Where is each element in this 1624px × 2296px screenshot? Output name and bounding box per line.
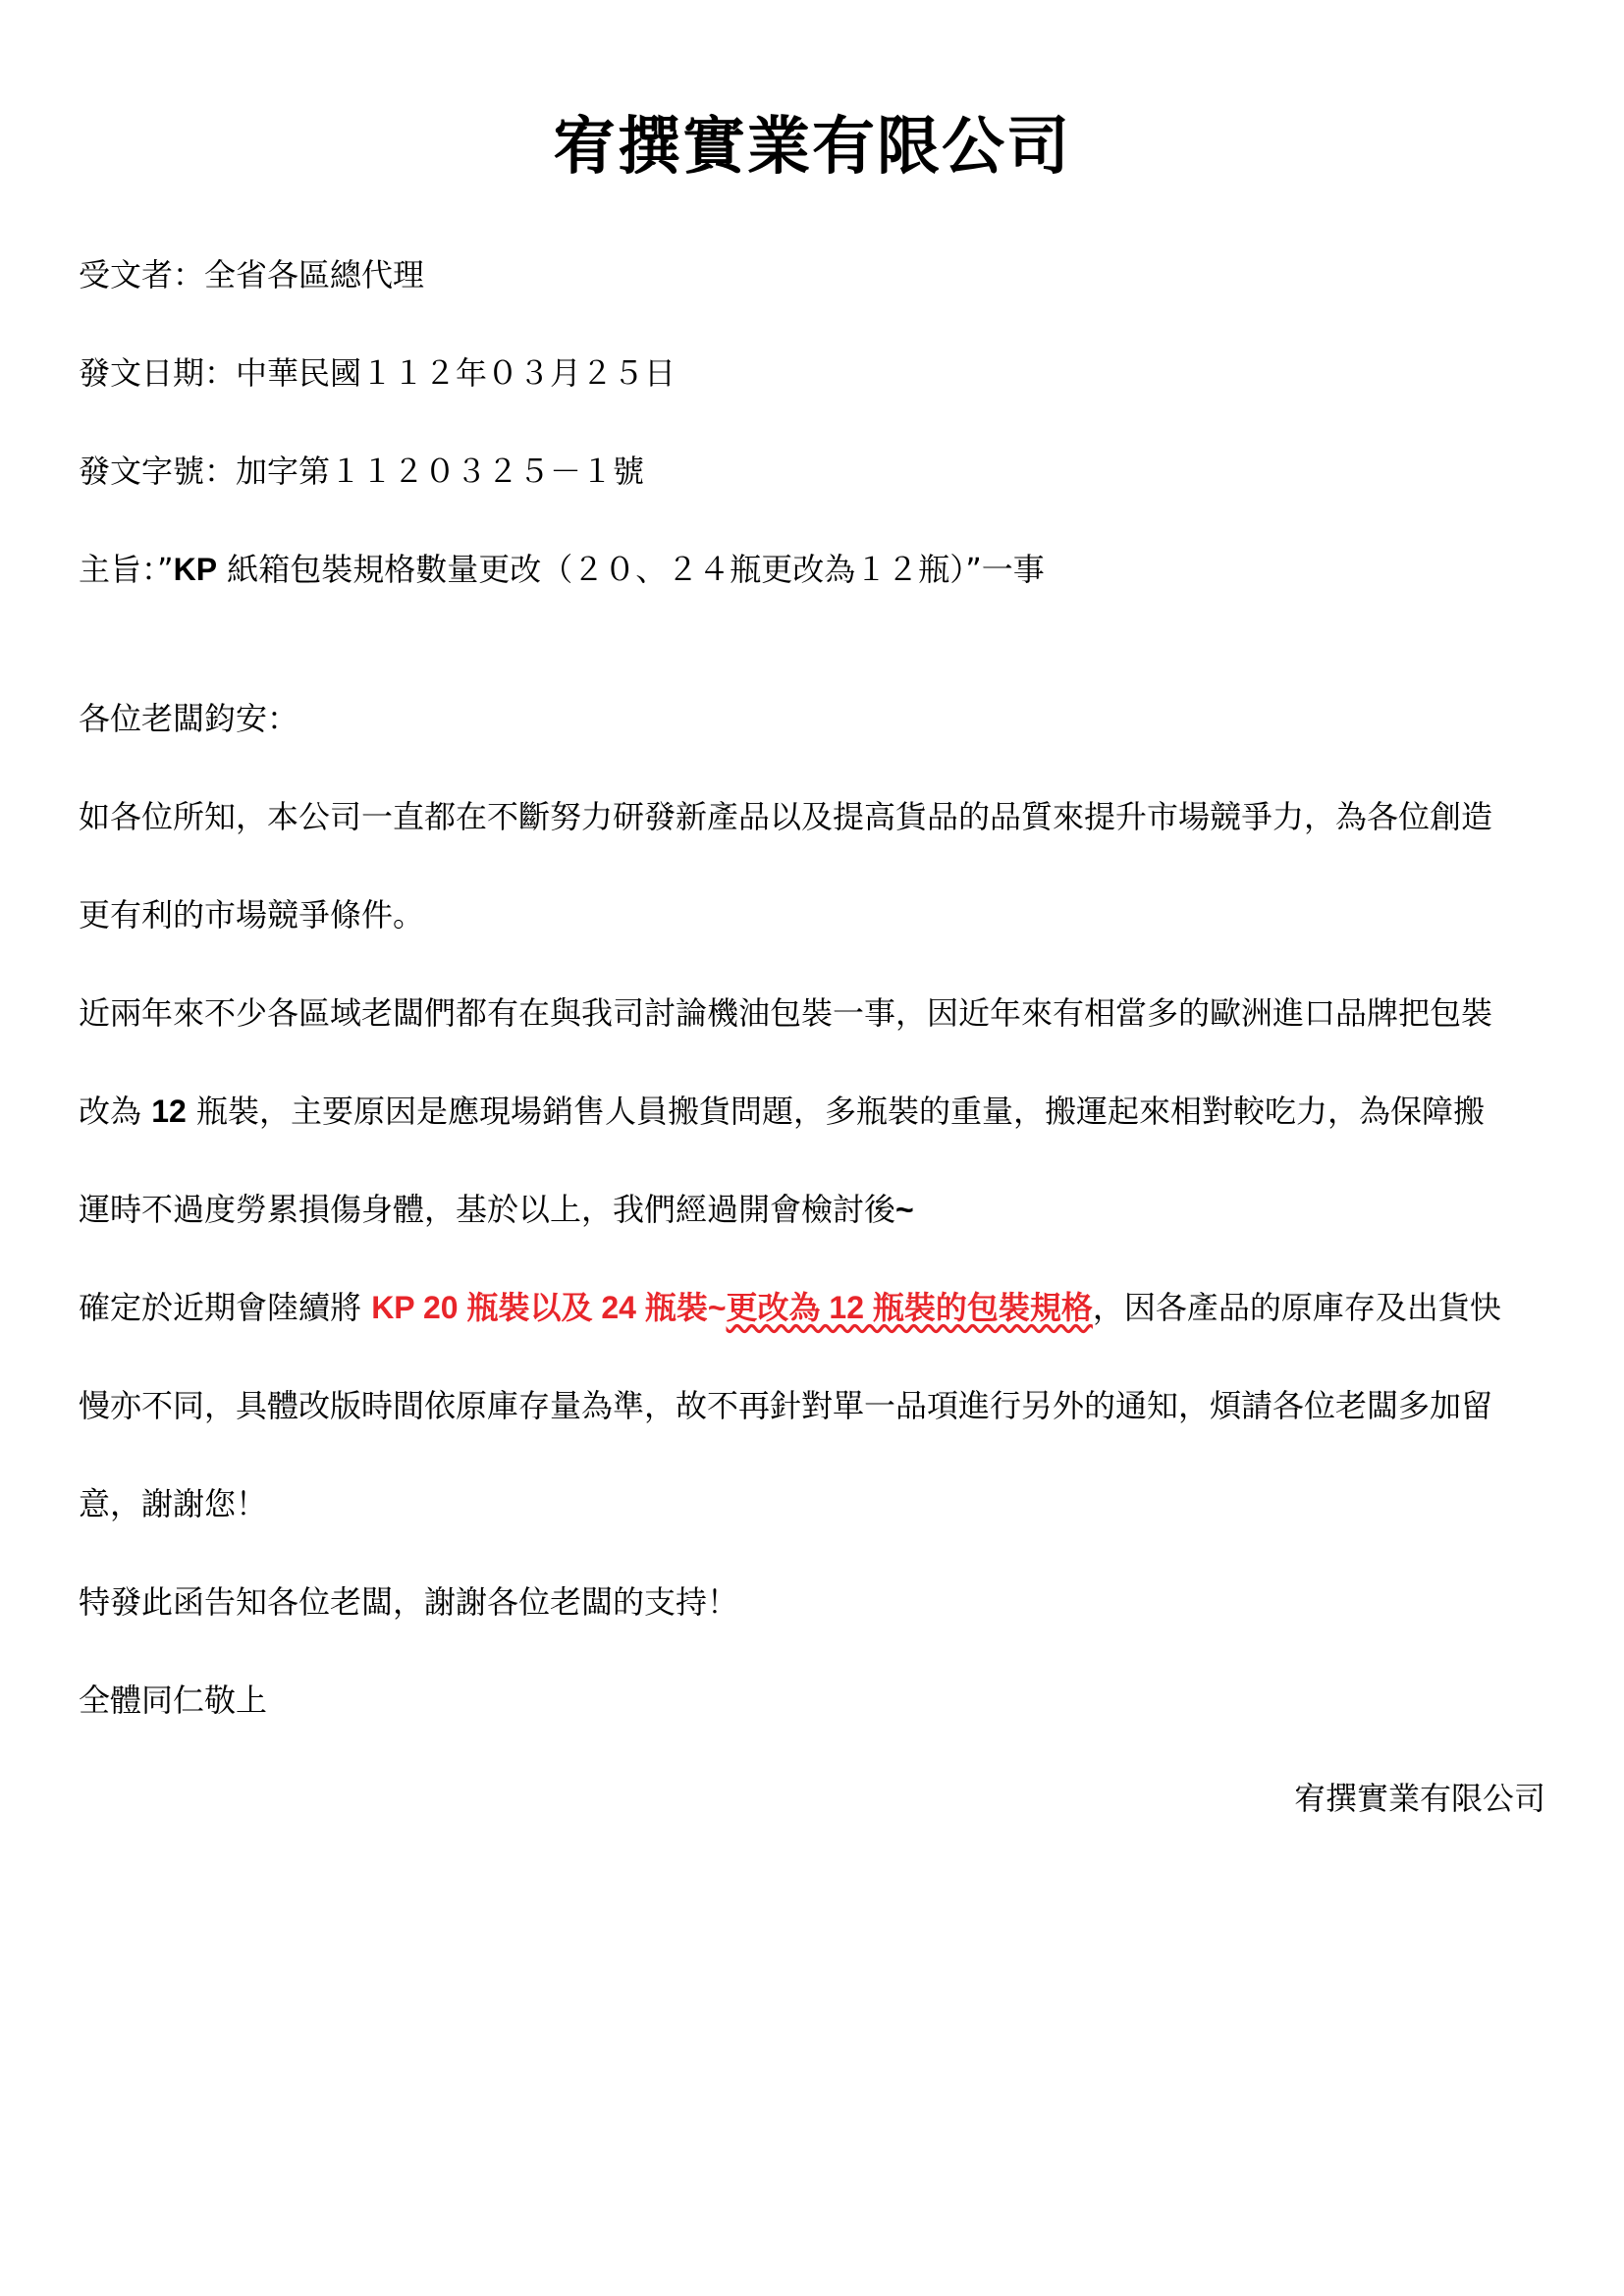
para3-line1 xyxy=(79,1286,1501,1329)
doc-number-line: 發文字號：加字第１１２０３２５－１號 xyxy=(79,453,645,490)
para2-line1: 近兩年來不少各區域老闆們都有在與我司討論機油包裝一事，因近年來有相當多的歐洲進口品牌把包裝 xyxy=(79,994,1493,1032)
signature: 宥撰實業有限公司 xyxy=(1293,1780,1545,1817)
para2-line3-a: 運時不過度勞累損傷身體，基於以上，我們經過開會檢討後 xyxy=(79,1191,896,1228)
para3-line1-a: 確定於近期會陸續將 xyxy=(79,1289,372,1326)
para3-line1-b: ，因各產品的原庫存及出貨快 xyxy=(1092,1289,1501,1326)
para3-highlight-2: 更改為 12 瓶裝的包裝規格 xyxy=(726,1290,1093,1325)
para1-line1: 如各位所知，本公司一直都在不斷努力研發新產品以及提高貨品的品質來提升市場競爭力，為各位創造 xyxy=(79,798,1493,835)
subject-rest: 紙箱包裝規格數量更改（２０、２４瓶更改為１２瓶）”一事 xyxy=(217,551,1045,588)
para3-line2: 慢亦不同，具體改版時間依原庫存量為準，故不再針對單一品項進行另外的通知，煩請各位老闆多加留 xyxy=(79,1387,1493,1424)
para2-line2-a: 改為 xyxy=(79,1093,152,1130)
closing-line-2: 全體同仁敬上 xyxy=(79,1682,268,1719)
para2-line3-tilde: ~ xyxy=(895,1192,914,1227)
para2-line2-b: 瓶裝，主要原因是應現場銷售人員搬貨問題，多瓶裝的重量，搬運起來相對較吃力，為保障搬 xyxy=(186,1093,1485,1130)
para3-line3: 意，謝謝您！ xyxy=(79,1485,268,1522)
para1-line2: 更有利的市場競爭條件。 xyxy=(79,896,425,934)
para2-line2 xyxy=(79,1090,1485,1133)
subject-prefix: 主旨：” xyxy=(79,551,174,588)
para3-highlight-1: KP 20 瓶裝以及 24 瓶裝~ xyxy=(371,1290,727,1325)
subject-line xyxy=(79,548,1045,591)
greeting: 各位老闆鈞安： xyxy=(79,700,299,737)
para2-line3 xyxy=(79,1188,914,1231)
recipient-line: 受文者：全省各區總代理 xyxy=(79,256,425,294)
closing-line-1: 特發此函告知各位老闆，謝謝各位老闆的支持！ xyxy=(79,1583,739,1621)
company-title: 宥撰實業有限公司 xyxy=(553,111,1071,184)
para2-line2-num: 12 xyxy=(151,1094,187,1129)
subject-kp: KP xyxy=(173,552,218,587)
date-line: 發文日期：中華民國１１２年０３月２５日 xyxy=(79,354,677,392)
